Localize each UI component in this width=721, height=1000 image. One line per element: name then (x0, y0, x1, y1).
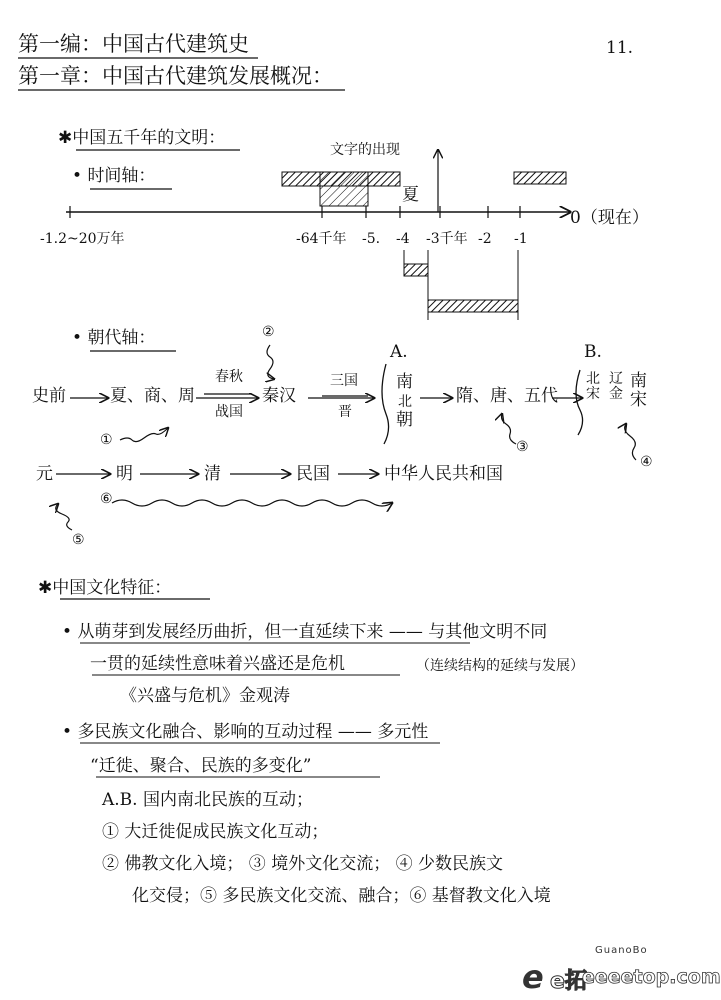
culture-bullet1-line1: • 从萌芽到发展经历曲折，但一直延续下来 —— 与其他文明不同 (62, 622, 548, 642)
tick-5: -5. (362, 231, 381, 247)
dynasty-jin: 晋 (338, 404, 352, 420)
culture-line-c3: 化交侵；⑤ 多民族文化交流、融合；⑥ 基督教文化入境 (132, 886, 551, 906)
tick-1: -1 (514, 231, 528, 247)
bullet-icon: • (62, 722, 78, 742)
dynasty-chao: 朝 (396, 410, 413, 430)
dynasty-yuan: 元 (36, 464, 53, 484)
callout-6: ⑥ (100, 491, 113, 507)
culture-line-c2: ② 佛教文化入境； ③ 境外文化交流； ④ 少数民族文 (102, 854, 504, 874)
eeeetop-watermark (522, 958, 721, 996)
dynasty-zhanguo: 战国 (215, 404, 243, 420)
hatch-bar-low2 (428, 300, 518, 312)
bullet-icon: • (62, 622, 78, 642)
callout-1: ① (100, 432, 113, 448)
callout-2: ② (262, 324, 275, 340)
dynasty-nan-song: 南宋 (630, 371, 647, 410)
bullet-icon: • (72, 328, 88, 348)
guanobo-logo: GuanoBo (595, 945, 648, 956)
dynasty-minguo: 民国 (296, 464, 330, 484)
watermark-brand: e拓 (550, 969, 587, 994)
xia-label: 夏 (402, 185, 419, 205)
dynasty-chunqiu: 春秋 (215, 369, 243, 385)
dynasty-ming: 明 (116, 464, 133, 484)
dynasty-sui-tang: 隋、唐、五代 (456, 386, 558, 406)
section3-title: 中国文化特征： (52, 578, 172, 598)
dynasty-qin-han: 秦汉 (262, 386, 296, 406)
hatch-bar-right (514, 172, 566, 184)
culture-bullet1-note: （连续结构的延续与发展） (416, 658, 584, 674)
tick-64k: -64千年 (296, 231, 347, 247)
marker-a: A. (390, 342, 408, 362)
dynasty-qing: 清 (204, 464, 221, 484)
marker-b: B. (584, 342, 602, 362)
culture-bullet1-line2: 一贯的延续性意味着兴盛还是危机 (90, 654, 345, 674)
dynasty-prc: 中华人民共和国 (384, 464, 503, 484)
callout-5: ⑤ (72, 532, 85, 548)
dynasty-liao-jin: 辽金 (609, 371, 623, 403)
dynasty-xia-shang-zhou: 夏、商、周 (110, 386, 195, 406)
e-logo-icon: e (522, 958, 544, 996)
chapter-title: 第一章：中国古代建筑发展概况： (18, 64, 333, 88)
tick-3k: -3千年 (426, 231, 468, 247)
callout-3: ③ (516, 439, 529, 455)
dynasty-axis-label: • 朝代轴： (72, 328, 156, 348)
timeline-label: • 时间轴： (72, 166, 156, 186)
callout-4: ④ (640, 454, 653, 470)
culture-bullet2-line2: “迁徙、聚合、民族的多变化” (90, 756, 312, 776)
dynasty-bei: 北 (398, 394, 412, 410)
tick-2: -2 (478, 231, 492, 247)
asterisk-icon: ✱ (38, 578, 53, 598)
writing-appears-label: 文字的出现 (330, 142, 400, 158)
dynasty-bei-song: 北宋 (586, 371, 600, 403)
tick-4: -4 (396, 231, 410, 247)
dynasty-prehistory: 史前 (32, 386, 66, 406)
dynasty-sanguo: 三国 (330, 373, 358, 389)
culture-line-c1: ① 大迁徙促成民族文化互动； (102, 822, 329, 842)
asterisk-icon: ✱ (58, 128, 73, 148)
tick-now: 0（现在） (570, 208, 649, 228)
tick-far: -1.2~20万年 (40, 231, 125, 247)
dynasty-nan: 南 (396, 372, 413, 392)
part-title: 第一编：中国古代建筑史 (18, 32, 249, 56)
culture-bullet1-line3: 《兴盛与危机》金观涛 (120, 686, 290, 706)
section1-title: 中国五千年的文明： (72, 128, 226, 148)
bullet-icon: • (72, 166, 88, 186)
page-number: 11. (606, 38, 634, 58)
watermark-site: eeeetop.com (582, 966, 721, 988)
hatch-bar-low1 (404, 264, 428, 276)
culture-bullet2-line1: • 多民族文化融合、影响的互动过程 —— 多元性 (62, 722, 429, 742)
culture-line-ab: A.B. 国内南北民族的互动； (102, 790, 313, 810)
hatch-bar-overlap (320, 172, 368, 206)
